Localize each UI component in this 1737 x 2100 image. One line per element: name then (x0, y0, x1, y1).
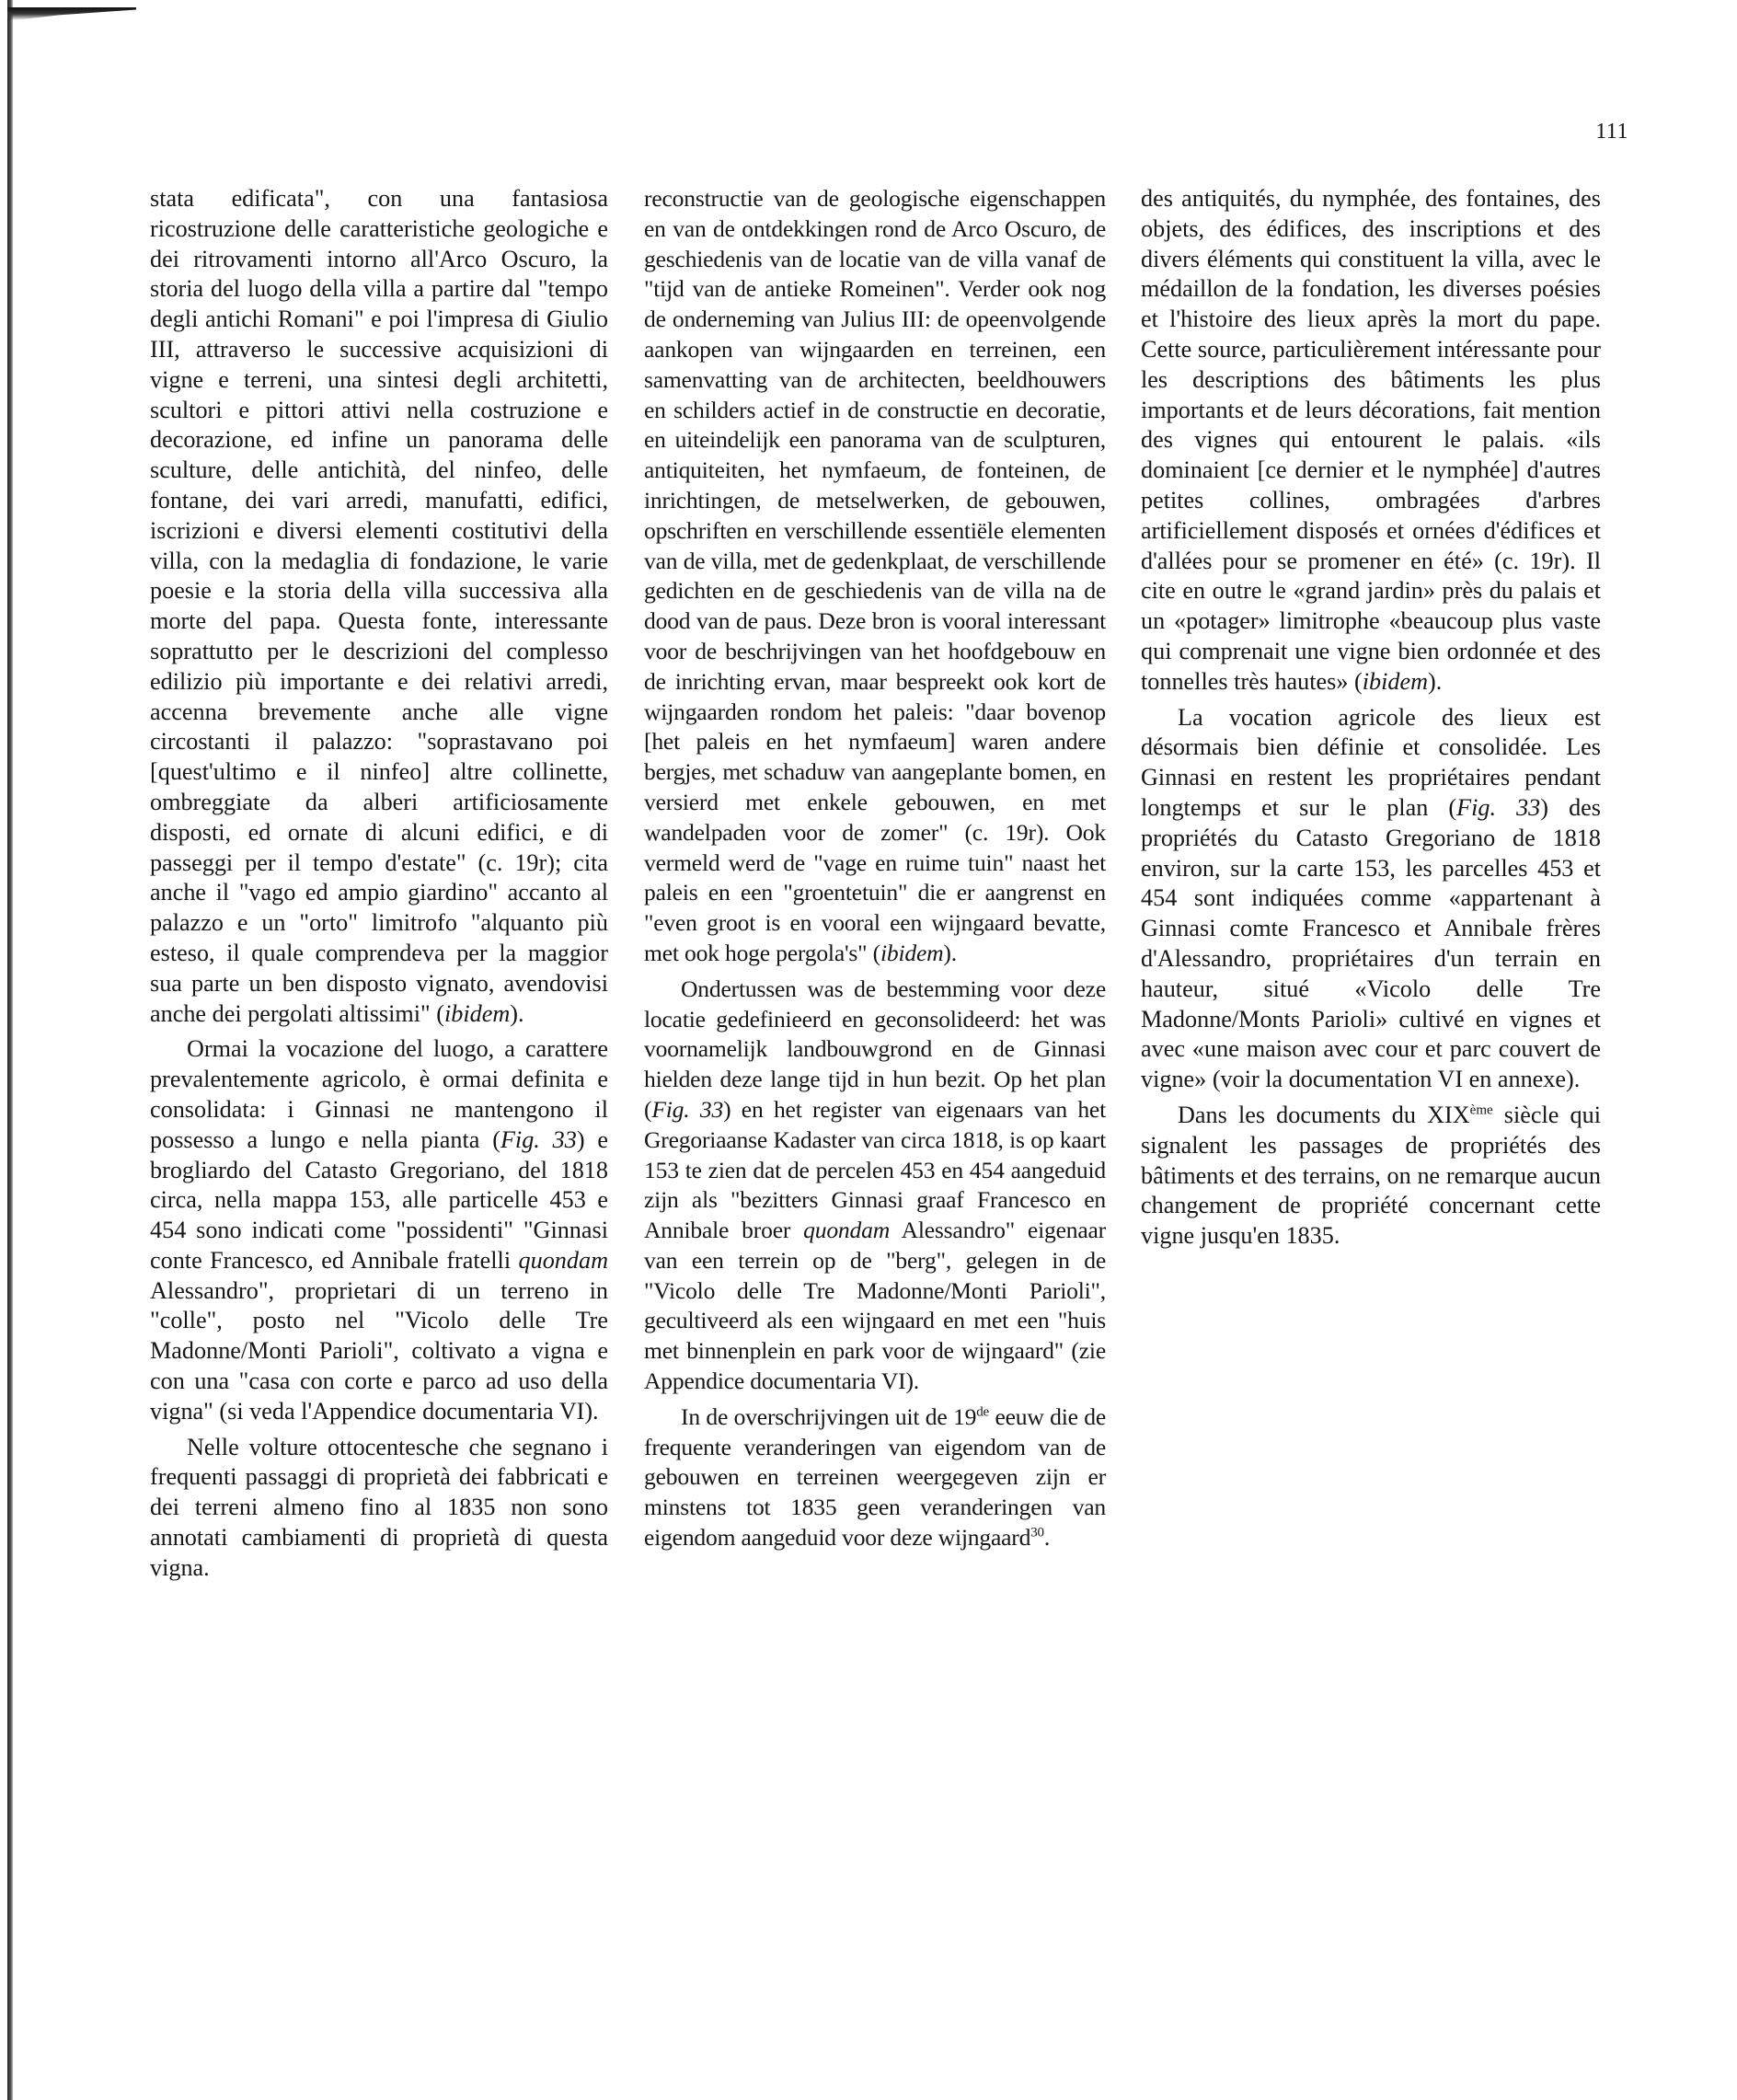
figure-reference: Fig. 33 (500, 1125, 577, 1153)
page-number: 111 (1595, 120, 1628, 144)
scan-top-corner (7, 7, 136, 20)
figure-reference: Fig. 33 (651, 1095, 724, 1123)
scan-left-edge (7, 0, 13, 2100)
figure-reference: Fig. 33 (1456, 793, 1541, 821)
dutch-paragraph-3: In de overschrijvingen uit de 19de eeuw die de frequente veranderingen van eigendom van de gebouwen en terreinen weergegeven zijn er minstens tot 1835 geen veranderingen van eigendom aangeduid voor deze wijngaard$^{30}$. (644, 1402, 1107, 1552)
dutch-paragraph-2: Ondertussen was de bestemming voor deze locatie gedefinieerd en geconsolideerd: het was voornamelijk landbouwgrond en de Ginnasi hielden deze lange tijd in hun bezit. Op het plan (Fig. 33) en het register van eigenaars van het Gregoriaanse Kadaster van circa 1818, is op kaart 153 te zien dat de percelen 453 en 454 aangeduid zijn als "bezitters Ginnasi graaf Francesco en Annibale broer quondam Alessandro" eigenaar van een terrein op de "berg", gelegen in de "Vicolo delle Tre Madonne/Monti Parioli", gecultiveerd als een wijngaard en met een "huis met binnenplein en park voor de wijngaard" (zie Appendice documentaria VI). (644, 975, 1106, 1395)
italian-paragraph-3: Nelle volture ottocentesche che segnano i frequenti passaggi di proprietà dei fabbricati e dei terreni almeno fino al 1835 non sono annotati cambiamenti di proprietà di questa vigna. (150, 1433, 608, 1581)
italian-paragraph-2: Ormai la vocazione del luogo, a carattere prevalentemente agricolo, è ormai definita e consolidata: i Ginnasi ne mantengono il possesso a lungo e nella pianta (Fig. 33) e brogliardo del Catasto Gregoriano, del 1818 circa, nella mappa 153, alle particelle 453 e 454 sono indicati come "possidenti" "Ginnasi conte Francesco, ed Annibale fratelli quondam Alessandro", proprietari di un terreno in "colle", posto nel "Vicolo delle Tre Madonne/Monti Parioli", coltivato a vigna e con una "casa con corte e parco ad uso della vigna" (si veda l'Appendice documentaria VI). (150, 1035, 608, 1425)
column-italian (150, 184, 608, 1584)
dutch-paragraph-1: reconstructie van de geologische eigenschappen en van de ontdekkingen rond de Arco Oscuro, de geschiedenis van de locatie van de villa vanaf de "tijd van de antieke Romeinen". Verder ook nog de onderneming van Julius III: de opeenvolgende aankopen van wijngaarden en terreinen, een samenvatting van de architecten, beeldhouwers en schilders actief in de constructie en decoratie, en uiteindelijk een panorama van de sculpturen, antiquiteiten, het nymfaeum, de fonteinen, de inrichtingen, de metselwerken, de gebouwen, opschriften en verschillende essentiële elementen van de villa, met de gedenkplaat, de verschillende gedichten en de geschiedenis van de villa na de dood van de paus. Deze bron is vooral interessant voor de beschrijvingen van het hoofdgebouw en de inrichting ervan, maar bespreekt ook kort de wijngaarden rondom het paleis: "daar bovenop [het paleis en het nymfaeum] waren andere bergjes, met schaduw van aangeplante bomen, en versierd met enkele gebouwen, en met wandelpaden voor de zomer" (c. 19r). Ook vermeld werd de "vage en ruime tuin" naast het paleis en een "groentetuin" die er aangrenst en "even groot is en vooral een wijngaard bevatte, met ook hoge pergola's" (ibidem). (644, 185, 1106, 966)
french-paragraph-1: des antiquités, du nymphée, des fontaines, des objets, des édifices, des inscriptions et des divers éléments qui constituent la villa, avec le médaillon de la fondation, les diverses poésies et l'histoire des lieux après la mort du pape. Cette source, particulièrement intéressante pour les descriptions des bâtiments les plus importants et de leurs décorations, fait mention des vignes qui entourent le palais. «ils dominaient [ce dernier et le nymphée] d'autres petites collines, ombragées d'arbres artificiellement disposés et ornées d'édifices et d'allées pour se promener en été» (c. 19r). Il cite en outre le «grand jardin» près du palais et un «potager» limitrophe «beaucoup plus vaste qui comprenait une vigne bien ordonnée et des tonnelles très hautes» (ibidem). (1141, 185, 1601, 695)
french-paragraph-2: La vocation agricole des lieux est désormais bien définie et consolidée. Les Ginnasi en restent les propriétaires pendant longtemps et sur le plan (Fig. 33) des propriétés du Catasto Gregoriano de 1818 environ, sur la carte 153, les parcelles 453 et 454 sont indiquées comme «appartenant à Ginnasi comte Francesco et Annibale frères d'Alessandro, propriétaires d'un terrain en hauteur, situé «Vicolo delle Tre Madonne/Monts Parioli» cultivé en vignes et avec «une maison avec cour et parc couvert de vigne» (voir la documentation VI en annexe). (1141, 703, 1601, 1093)
column-dutch (644, 184, 1106, 1553)
footnote-reference: 30 (1030, 1525, 1044, 1540)
italian-paragraph-1: stata edificata", con una fantasiosa ricostruzione delle caratteristiche geologiche e dei ritrovamenti intorno all'Arco Oscuro, la storia del luogo della villa a partire dal "tempo degli antichi Romani" e poi l'impresa di Giulio III, attraverso le successive acquisizioni di vigne e terreni, una sintesi degli architetti, scultori e pittori attivi nella costruzione e decorazione, ed infine un panorama delle sculture, delle antichità, del ninfeo, delle fontane, dei vari arredi, manufatti, edifici, iscrizioni e diversi elementi costitutivi della villa, con la medaglia di fondazione, le varie poesie e la storia della villa successiva alla morte del papa. Questa fonte, interessante soprattutto per le descrizioni del complesso edilizio più importante e dei relativi arredi, accenna brevemente anche alle vigne circostanti il palazzo: "soprastavano poi [quest'ultimo e il ninfeo] altre collinette, ombreggiate da alberi artificiosamente disposti, ed ornate di alcuni edifici, e di passeggi per il tempo d'estate" (c. 19r); cita anche il "vago ed ampio giardino" accanto al palazzo e un "orto" limitrofo "alquanto più esteso, il quale comprendeva per la maggior sua parte un ben disposto vignato, avendovisi anche dei pergolati altissimi" (ibidem). (150, 185, 608, 1027)
column-french (1141, 184, 1601, 1252)
french-paragraph-3: Dans les documents du XIXème siècle qui signalent les passages de propriétés des bâtiments et des terrains, on ne remarque aucun changement de propriété concernant cette vigne jusqu'en 1835. (1141, 1101, 1601, 1250)
